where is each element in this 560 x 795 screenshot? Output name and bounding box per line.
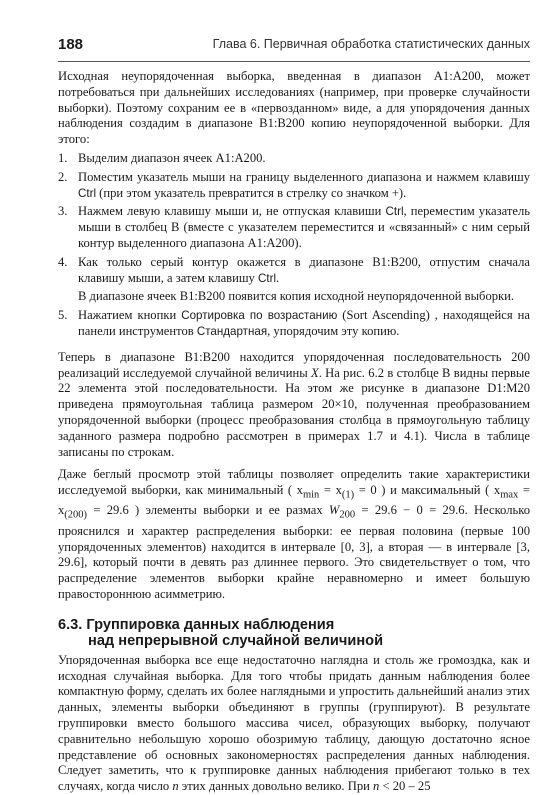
paragraph-text: этих данных довольно велико. При	[178, 779, 374, 794]
formula-part: = 0 )	[354, 483, 386, 498]
variable: X	[310, 365, 319, 380]
list-number: 1.	[58, 150, 68, 165]
list-text: , упорядочим эту копию.	[267, 323, 400, 338]
section-heading	[58, 617, 530, 649]
list-item	[58, 204, 530, 251]
variable: n	[172, 779, 179, 794]
chapter-title: Глава 6. Первичная обработка статистических данных	[212, 37, 530, 51]
key-name: Ctrl	[385, 205, 404, 219]
variable: n	[373, 779, 380, 794]
list-number: 4.	[58, 254, 68, 269]
formula-part: ( x	[287, 483, 303, 498]
page-header	[58, 36, 530, 58]
formula-min	[287, 483, 386, 501]
list-text: Выделим диапазон ячеек A1:A200.	[78, 150, 266, 165]
key-name: Ctrl	[258, 271, 277, 285]
steps-list	[58, 151, 530, 340]
formula-subscript: min	[302, 489, 320, 501]
intro-paragraph: Исходная неупорядоченная выборка, введенная в диапазон A1:A200, может потребоваться при дальнейших исследованиях (например, при проверке случайности выборки). Поэтому сохраним ее в «первозданном» виде, а для упорядочения данных наблюдения создадим в диапазоне B1:B200 копию неупорядоченной выборки. Для этого:	[58, 69, 530, 147]
header-rule	[58, 61, 530, 62]
formula-subscript: 200	[339, 509, 356, 521]
list-number: 2.	[58, 169, 68, 184]
section-heading-line: 6.3. Группировка данных наблюдения	[58, 616, 335, 633]
paragraph-text: Даже беглый просмотр этой таблицы позволяет определить такие характеристики исследуемой выборки, как минимальный	[58, 467, 530, 498]
paragraph-text: Теперь в диапазоне B1:B200 находится упорядоченная последовательность 200 реализаций исследуемой случайной величины	[58, 349, 530, 380]
formula-subscript: max	[500, 489, 519, 501]
formula-part: = x	[319, 483, 342, 498]
list-item	[58, 170, 530, 202]
paragraph	[58, 653, 530, 795]
list-item	[58, 151, 530, 167]
formula-subscript: (200)	[64, 509, 88, 521]
list-item	[58, 255, 530, 287]
list-text: Нажатием кнопки	[78, 308, 182, 323]
list-text: (Sort Ascending) , находящейся на панели инструментов	[78, 308, 530, 338]
paragraph-text: . На рис. 6.2 в столбце B видны первые 22 элемента этой последовательности. На этом же рисунке в диапазоне D1:M20 приведена прямоугольная таблица размером 20×10, полученная преобразованием упорядоченной выборки (процесс преобразования столбца в прямоугольную таблицу заданного размера подробно рассмотрен в примерах 1.7 и 4.1). Числа в таблице записаны по строкам.	[58, 365, 530, 459]
list-text: Нажмем левую клавишу мыши и, не отпуская клавиши	[78, 204, 386, 219]
paragraph-text: < 20 – 25	[379, 779, 431, 794]
section-heading-line: над непрерывной случайной величиной	[88, 632, 384, 649]
key-name: Ctrl	[78, 186, 97, 200]
paragraph-text: Упорядоченная выборка все еще недостаточно наглядна и столь же громоздка, как и исходная случайная выборка. Для того чтобы придать данным наблюдения более компактную форму, сделать их более наглядными и упростить дальнейший анализ этих данных, элементы выборки объединяют в группы (группируют). В результате группировки вместо большого массива чисел, образующих выборку, получают сравнительно небольшую хорошо обозримую таблицу, дающую достаточно ясное представление об основных закономерностях распределения данных наблюдения. Следует заметить, что к группировке данных наблюдения прибегают только в тех случаях, когда число	[58, 652, 530, 794]
list-number: 3.	[58, 204, 68, 219]
list-number: 5.	[58, 308, 68, 323]
formula-part: = x	[58, 483, 530, 518]
formula-part: = 29.6 )	[87, 503, 140, 518]
list-text: Как только серый контур окажется в диапазоне B1:B200, отпустим сначала клавишу мыши, а затем клавишу	[78, 254, 530, 285]
step-note: В диапазоне ячеек B1:B200 появится копия исходной неупорядоченной выборки.	[78, 289, 515, 304]
formula-part: = 29.6 − 0 = 29.6	[355, 503, 465, 518]
page-body	[58, 69, 530, 795]
button-name: Сортировка по возрастанию	[181, 309, 338, 323]
paragraph-text: и максимальный	[385, 483, 486, 498]
paragraph-text: элементы выборки и ее размах	[139, 503, 329, 518]
formula-subscript: (1)	[341, 489, 355, 501]
paragraph-text: . Несколько прояснился и характер распределения выборки: ее первая половина (первые 100 упорядоченных элементов) находится в интервале [0, 3], а вторая — в интервале [3, 29.6], который почти в девять раз длиннее первого. Это свидетельствует о том, что распределение элементов выборки крайне неравномерно и имеет большую правостороннюю асимметрию.	[58, 503, 530, 601]
paragraph	[58, 467, 530, 602]
list-text: .	[276, 270, 280, 285]
formula-range	[328, 503, 465, 521]
page-number: 188	[58, 36, 84, 53]
paragraph	[58, 350, 530, 461]
formula-part: W	[328, 503, 340, 518]
list-text: , переместим указатель мыши в столбец B (вместе с указателем переместится и «связанный» с ним серый контур выделенного диапазона A1:A200).	[78, 204, 530, 250]
formula-part: ( x	[485, 483, 501, 498]
toolbar-name: Стандартная	[196, 324, 268, 338]
list-item	[58, 308, 530, 340]
list-text: (при этом указатель превратится в стрелку со значком +).	[96, 185, 407, 200]
list-text: Поместим указатель мыши на границу выделенного диапазона и нажмем клавишу	[78, 169, 530, 184]
